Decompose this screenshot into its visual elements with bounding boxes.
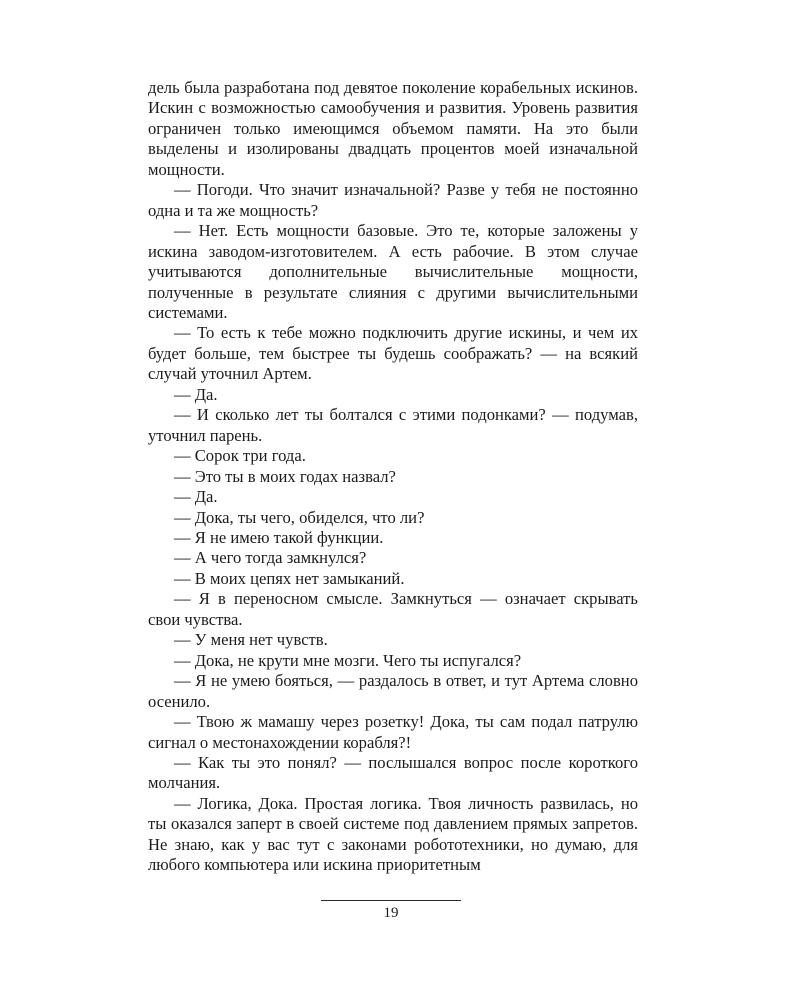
paragraph: — Сорок три года. <box>174 446 306 466</box>
paragraph: — Я не имею такой функции. <box>174 527 384 547</box>
paragraph: — Да. <box>174 487 218 507</box>
paragraph: — И сколько лет ты болтался с этими подонками? — подумав, уточнил парень. <box>148 405 638 445</box>
paragraph: дель была разработана под девятое поколение корабельных искинов. Искин с возможностью самообучения и развития. Уровень развития ограничен только имеющимся объемом памяти. На это были выделены и изолированы двадцать процентов моей изначальной мощности. <box>148 78 638 179</box>
paragraph: — А чего тогда замкнулся? <box>174 548 367 568</box>
paragraph: — Это ты в моих годах назвал? <box>174 466 396 486</box>
page-number: 19 <box>383 905 399 921</box>
paragraph: — Логика, Дока. Простая логика. Твоя личность развилась, но ты оказался заперт в своей системе под давлением прямых запретов. Не знаю, как у вас тут с законами робототехники, но думаю, для любого компьютера или искина приоритетным <box>148 793 638 875</box>
paragraph: — Твою ж мамашу через розетку! Дока, ты сам подал патрулю сигнал о местонахождении корабля?! <box>148 712 638 752</box>
paragraph: — Я в переносном смысле. Замкнуться — означает скрывать свои чувства. <box>148 589 638 629</box>
paragraph: — Да. <box>174 384 218 404</box>
paragraph: — Погоди. Что значит изначальной? Разве у тебя не постоянно одна и та же мощность? <box>148 180 638 220</box>
paragraph: — В моих цепях нет замыканий. <box>174 568 405 588</box>
footer-rule <box>321 900 461 901</box>
paragraph: — Дока, ты чего, обиделся, что ли? <box>174 507 425 527</box>
paragraph: — То есть к тебе можно подключить другие искины, и чем их будет больше, тем быстрее ты будешь соображать? — на всякий случай уточнил Артем. <box>148 323 638 384</box>
page-body <box>148 78 638 876</box>
paragraph: — Дока, не крути мне мозги. Чего ты испугался? <box>174 650 522 670</box>
paragraph: — У меня нет чувств. <box>174 630 328 650</box>
paragraph: — Нет. Есть мощности базовые. Это те, которые заложены у искина заводом-изготовителем. А есть рабочие. В этом случае учитываются дополнительные вычислительные мощности, полученные в результате слияния с другими вычислительными системами. <box>148 221 638 322</box>
paragraph: — Как ты это понял? — послышался вопрос после короткого молчания. <box>148 752 638 793</box>
paragraph: — Я не умею бояться, — раздалось в ответ, и тут Артема словно осенило. <box>148 671 638 711</box>
